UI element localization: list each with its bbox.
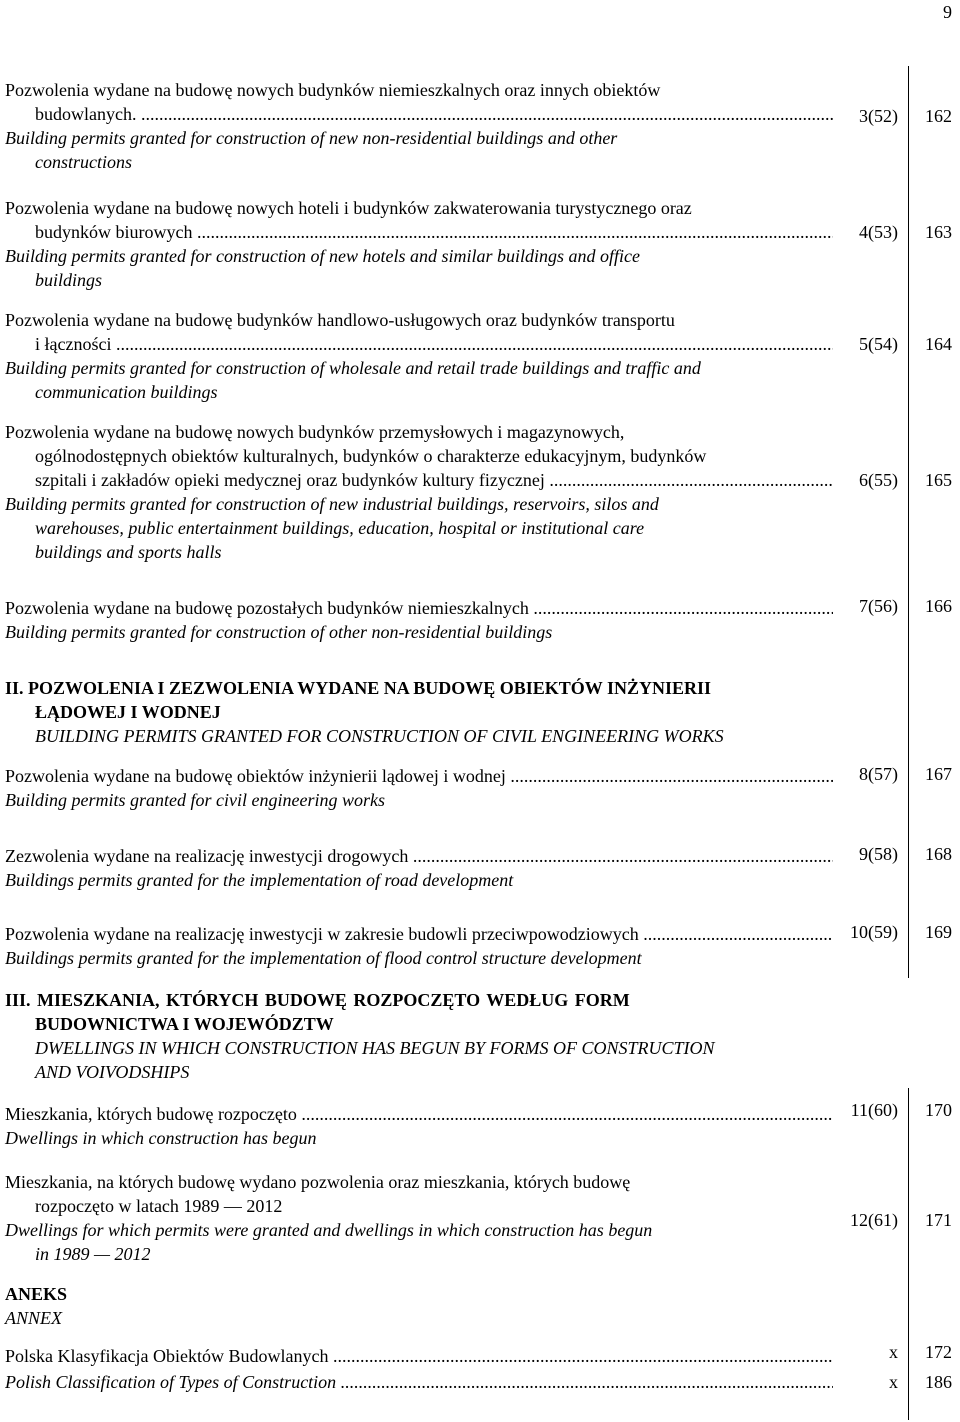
section-title-pl: BUDOWNICTWA I WOJEWÓDZTW: [35, 1014, 334, 1034]
table-number: 6(55): [859, 470, 898, 490]
entry-title-pl: ogólnodostępnych obiektów kulturalnych, budynków o charakterze edukacyjnym, budynków: [35, 446, 707, 466]
section-title-pl: II. POZWOLENIA I ZEZWOLENIA WYDANE NA BUDOWĘ OBIEKTÓW INŻYNIERII: [5, 678, 711, 698]
table-number: 7(56): [859, 596, 898, 616]
toc-entry[interactable]: [5, 78, 833, 174]
entry-title-pl: Mieszkania, na których budowę wydano pozwolenia oraz mieszkania, których budowę: [5, 1172, 631, 1192]
entry-title-pl: Polska Klasyfikacja Obiektów Budowlanych .....: [5, 1344, 833, 1368]
table-number: 9(58): [859, 844, 898, 864]
entry-title-en: Building permits granted for construction of other non-residential buildings: [5, 622, 553, 642]
table-number: 8(57): [859, 764, 898, 784]
page-ref[interactable]: 165: [925, 470, 952, 490]
entry-title-en: Building permits granted for construction of new industrial buildings, reservoirs, silos and: [5, 494, 659, 514]
page-ref[interactable]: 164: [925, 334, 952, 354]
table-number: 4(53): [859, 222, 898, 242]
toc-entry[interactable]: [5, 308, 833, 404]
table-number: x: [889, 1372, 898, 1392]
entry-title-en: Buildings permits granted for the implementation of road development: [5, 870, 514, 890]
section-title-en: AND VOIVODSHIPS: [35, 1062, 190, 1082]
entry-title-pl: Pozwolenia wydane na budowę nowych hoteli i budynków zakwaterowania turystycznego oraz: [5, 198, 692, 218]
page-ref[interactable]: 171: [925, 1210, 952, 1230]
page-ref[interactable]: 163: [925, 222, 952, 242]
entry-title-pl: Mieszkania, których budowę rozpoczęto .....: [5, 1102, 833, 1126]
entry-title-en: communication buildings: [35, 382, 218, 402]
table-number: 10(59): [850, 922, 898, 942]
section-title-pl: ŁĄDOWEJ I WODNEJ: [35, 702, 221, 722]
entry-title-en: Building permits granted for civil engineering works: [5, 790, 385, 810]
entry-title-en: Building permits granted for construction of wholesale and retail trade buildings and traffic and: [5, 358, 701, 378]
entry-title-en: buildings: [35, 270, 103, 290]
page-ref[interactable]: 172: [925, 1342, 952, 1362]
entry-title-en: Polish Classification of Types of Construction .....: [5, 1370, 833, 1394]
entry-title-en: warehouses, public entertainment buildings, education, hospital or institutional care: [35, 518, 645, 538]
entry-title-pl: Pozwolenia wydane na budowę obiektów inżynierii lądowej i wodnej .....: [5, 764, 833, 788]
entry-title-pl: rozpoczęto w latach 1989 — 2012: [35, 1196, 283, 1216]
entry-title-pl: Pozwolenia wydane na realizację inwestycji w zakresie budowli przeciwpowodziowych .....: [5, 922, 833, 946]
annex-title-pl: ANEKS: [5, 1284, 68, 1304]
toc-entry[interactable]: [5, 420, 833, 564]
annex-title-en: ANNEX: [5, 1308, 62, 1328]
toc-entry[interactable]: [5, 1102, 833, 1150]
entry-title-en: Building permits granted for construction of new hotels and similar buildings and office: [5, 246, 640, 266]
page-ref[interactable]: 169: [925, 922, 952, 942]
entry-title-en: Building permits granted for construction of new non-residential buildings and other: [5, 128, 618, 148]
entry-title-pl: Pozwolenia wydane na budowę nowych budynków niemieszkalnych oraz innych obiektów: [5, 80, 661, 100]
entry-title-pl: Zezwolenia wydane na realizację inwestycji drogowych .....: [5, 844, 833, 868]
section-title-en: BUILDING PERMITS GRANTED FOR CONSTRUCTION OF CIVIL ENGINEERING WORKS: [35, 726, 724, 746]
table-number: 12(61): [850, 1210, 898, 1230]
entry-title-pl: i łączności .....: [5, 332, 833, 356]
section-title-pl: III. MIESZKANIA, KTÓRYCH BUDOWĘ ROZPOCZĘTO WEDŁUG FORM: [5, 990, 630, 1010]
entry-title-en: in 1989 — 2012: [35, 1244, 151, 1264]
section-title-en: DWELLINGS IN WHICH CONSTRUCTION HAS BEGUN BY FORMS OF CONSTRUCTION: [35, 1038, 715, 1058]
toc-entry[interactable]: [5, 844, 833, 892]
entry-title-pl: budowlanych. .....: [5, 102, 833, 126]
entry-title-pl: szpitali i zakładów opieki medycznej oraz budynków kultury fizycznej .....: [5, 468, 833, 492]
table-number: 5(54): [859, 334, 898, 354]
entry-title-en: Buildings permits granted for the implementation of flood control structure development: [5, 948, 642, 968]
entry-title-pl: Pozwolenia wydane na budowę budynków handlowo-usługowych oraz budynków transportu: [5, 310, 675, 330]
entry-title-en: buildings and sports halls: [35, 542, 222, 562]
section-heading: [5, 988, 833, 1084]
table-number: 3(52): [859, 106, 898, 126]
annex-heading: [5, 1282, 833, 1330]
page-ref[interactable]: 170: [925, 1100, 952, 1120]
page-ref[interactable]: 167: [925, 764, 952, 784]
column-divider: [908, 1088, 909, 1420]
entry-title-en: constructions: [35, 152, 132, 172]
page-ref[interactable]: 168: [925, 844, 952, 864]
table-number: 11(60): [850, 1100, 898, 1120]
toc-entry[interactable]: [5, 1344, 833, 1368]
page-ref[interactable]: 186: [925, 1372, 952, 1392]
page-ref[interactable]: 166: [925, 596, 952, 616]
entry-title-en: Dwellings for which permits were granted and dwellings in which construction has begun: [5, 1220, 653, 1240]
page-ref[interactable]: 162: [925, 106, 952, 126]
page-number: 9: [943, 2, 952, 22]
entry-title-pl: Pozwolenia wydane na budowę pozostałych budynków niemieszkalnych .....: [5, 596, 833, 620]
table-number: x: [889, 1342, 898, 1362]
toc-entry[interactable]: [5, 1170, 833, 1266]
column-divider: [908, 66, 909, 978]
toc-entry[interactable]: [5, 764, 833, 812]
entry-title-en: Dwellings in which construction has begun: [5, 1128, 317, 1148]
toc-entry[interactable]: [5, 196, 833, 292]
toc-entry[interactable]: [5, 1370, 833, 1394]
toc-entry[interactable]: [5, 922, 833, 970]
section-heading: [5, 676, 833, 748]
toc-entry[interactable]: [5, 596, 833, 644]
entry-title-pl: budynków biurowych .....: [5, 220, 833, 244]
entry-title-pl: Pozwolenia wydane na budowę nowych budynków przemysłowych i magazynowych,: [5, 422, 625, 442]
